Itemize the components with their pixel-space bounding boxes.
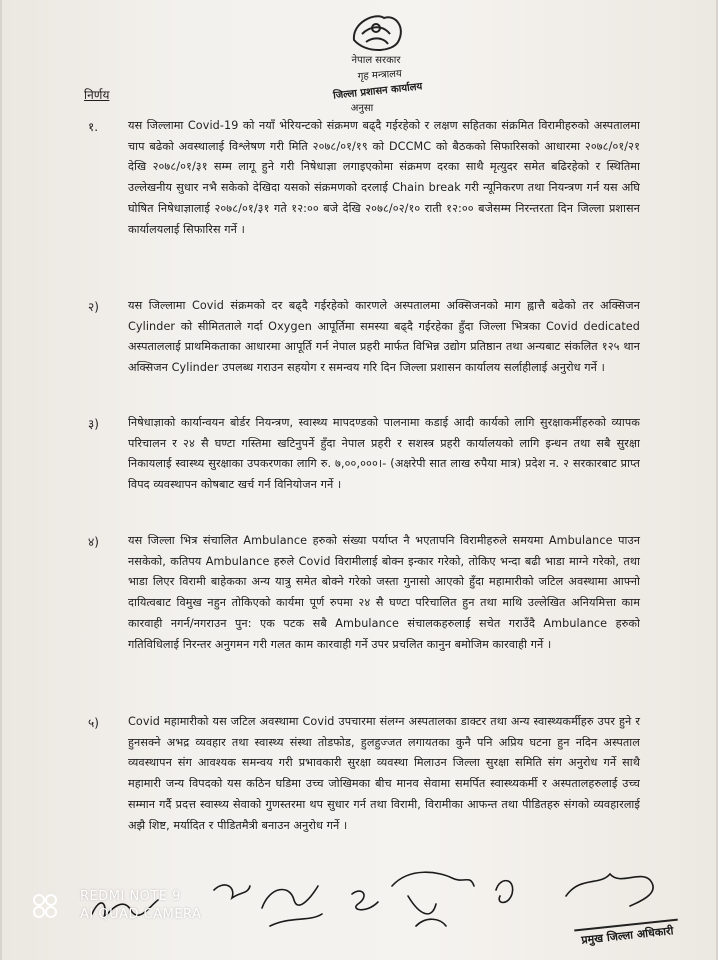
item-text: यस जिल्ला भित्र संचालित Ambulance हरुको संख्या पर्याप्त नै भएतापनि विरामीहरुले समयमा Ambulance पाउन नसकेको, कतिपय Ambulance हरुले Covid विरामीलाई बोक्न इन्कार गरेको, तोकिए भन्दा बढी भाडा माग्ने गरेको, तथा भाडा लिएर विरामी बाहेकका अन्य यात्रु समेत बोक्ने गरेको जस्ता गुनासो आएको हुँदा महामारीको जटिल अवस्थामा आफ्नो दायित्वबाट विमुख नहुन तोकिएको कार्यमा पूर्ण रुपमा २४ सै घण्टा परिचालित हुन तथा माथि उल्लेखित अनियमित्ता काम कारवाही नगर्न/नगराउन पुन: एक पटक सबै Ambulance संचालकहरुलाई सचेत गराउँदै Ambulance हरुको गतिविधिलाई निरन्तर अनुगमन गरी गलत काम कारवाही गर्ने उपर प्रचलित कानुन बमोजिम कारवाही गर्ने । [128, 534, 640, 651]
camera-watermark-icon [32, 893, 72, 919]
signature-2 [214, 885, 250, 898]
item-text: निषेधाज्ञाको कार्यान्वयन बोर्डर नियन्त्रण, स्वास्थ्य मापदण्डको पालनामा कडाई आदी कार्यको लागि सुरक्षाकर्मीहरुको व्यापक परिचालन र २४ सै घण्टा गस्तिमा खटिनुपर्ने हुँदा नेपाल प्रहरी र सशस्त्र प्रहरी कार्यालयको लागि इन्धन तथा सबै सुरक्षा निकायलाई स्वास्थ्य सुरक्षाका उपकरणका लागि रु. ७,००,०००।- (अक्षरेपी सात लाख रुपैया मात्र) प्रदेश न. २ सरकारबाट प्राप्त विपद व्यवस्थापन कोषबाट खर्च गर्न विनियोजन गर्ने । [128, 416, 640, 492]
emblem-line3: जिल्ला प्रशासन कार्यालय [332, 81, 423, 102]
signature-7 [566, 874, 653, 906]
watermark-line2: AI QUAD CAMERA [80, 907, 202, 922]
item-text: Covid महामारीको यस जटिल अवस्थामा Covid उपचारमा संलग्न अस्पतालका डाक्टर तथा अन्य स्वास्थ्यकर्मीहरु उपर हुने र हुनसक्ने अभद्र व्यवहार तथा स्वास्थ्य संस्था तोडफोड, हुलहुज्जत लगायतका कुनै पनि अप्रिय घटना हुन नदिन अस्पताल व्यवस्थापन संग आवश्यक समन्वय गरी प्रभावकारी सुरक्षा व्यवस्था मिलाउन जिल्ला सुरक्षा समिति संग अनुरोध गर्ने साथै महामारी जन्य विपदको यस कठिन घडिमा उच्च जोखिमका बीच मानव सेवामा समर्पित स्वास्थ्यकर्मी र अस्पतालहरुलाई उच्च सम्मान गर्दै प्रदत्त स्वास्थ्य सेवाको गुणस्तरमा थप सुधार गर्न तथा विरामी, विरामीका आफन्त तथा पीडितहरु संगको व्यवहारलाई अझै शिष्ट, मर्यादित र पीडितमैत्री बनाउन अनुरोध गर्ने । [128, 715, 640, 832]
emblem-line4: अनुसा [350, 103, 374, 114]
item-number: १. [88, 120, 99, 134]
signature-5 [392, 872, 474, 926]
cdo-stamp: प्रमुख जिल्ला अधिकारी [574, 919, 680, 951]
item-text: यस जिल्लामा Covid संक्रमको दर बढ्दै गईरहेको कारणले अस्पतालमा अक्सिजनको माग ह्वात्तै बढेको तर अक्सिजन Cylinder को सीमितताले गर्दा Oxygen आपूर्तिमा समस्या बढ्दै गईरहेका हुँदा जिल्ला भित्रका Covid dedicated अस्पताललाई प्राथमिकताका आधारमा आपूर्ति गर्न नेपाल प्रहरी मार्फत विभिन्न उद्योग प्रतिष्ठान तथा अन्यबाट संकलित १२५ थान अक्सिजन Cylinder उपलब्ध गराउन सहयोग र समन्वय गरि दिन जिल्ला प्रशासन कार्यालय सर्लाहीलाई अनुरोध गर्ने । [128, 299, 640, 375]
item-text: यस जिल्लामा Covid-19 को नयाँ भेरियन्टको संक्रमण बढ्दै गईरहेको र लक्षण सहितका संक्रमित विरामीहरुको अस्पतालमा चाप बढेको अवस्थालाई विश्लेषण गरी मिति २०७८/०१/१९ को DCCMC को बैठकको सिफारिसको आधारमा २०७८/०१/२१ देखि २०७८/०१/३१ सम्म लागू हुने गरी निषेधाज्ञा लगाइएकोमा संक्रमण दरका साथै मृत्युदर समेत बढिरहेको र स्थितिमा उल्लेखनीय सुधार नभै सकेको देखिदा यसको संक्रमणको दरलाई Chain break गरी न्यूनिकरण तथा नियन्त्रण गर्न यस अघि घोषित निषेधाज्ञालाई २०७८/०१/३१ गते १२:०० बजे देखि २०७८/०२/१० राती १२:०० बजेसम्म निरन्तरता दिन जिल्ला प्रशासन कार्यालयलाई सिफारिस गर्ने । [128, 119, 640, 236]
item-number: २) [88, 300, 99, 314]
signature-4 [352, 891, 378, 910]
emblem-line1: नेपाल सरकार [351, 55, 401, 66]
item-number: ३) [88, 417, 99, 431]
item-number: ४) [88, 535, 99, 549]
item-number: ५) [88, 716, 99, 730]
government-emblem [326, 8, 426, 118]
signature-3 [262, 886, 322, 926]
signature-6 [496, 881, 513, 903]
decision-heading: निर्णय [84, 88, 110, 102]
emblem-line2: गृह मन्त्रालय [357, 68, 403, 83]
camera-watermark [80, 888, 201, 924]
watermark-line1: REDMI NOTE 9 [80, 889, 181, 904]
